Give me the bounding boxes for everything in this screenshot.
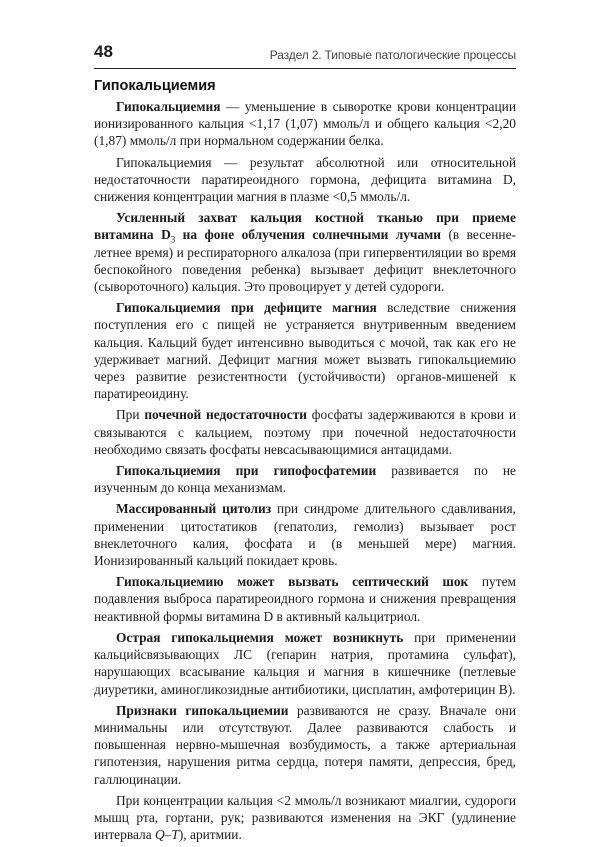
paragraph-ecg <box>94 792 516 844</box>
paragraph-renal <box>94 406 516 458</box>
running-header <box>94 40 516 69</box>
term-magnesium-deficit: Гипокальциемия при дефиците магния <box>116 300 377 316</box>
term-septic-shock: Гипокальциемию может вызвать септический шок <box>116 574 469 590</box>
paragraph-cytolysis <box>94 500 516 569</box>
paragraph-causes <box>94 154 516 206</box>
paragraph-text: развиваются не сразу. Вначале они минимальны или отсутствуют. Далее развиваются слабость и повышенная нервно-мышечная возбудимость, а также артериальная гипотензия, нарушения ритма сердца, потеря памяти, депрессия, бред, галлюцинации. <box>94 702 517 787</box>
paragraph-text: (в весенне-летнее время) и респираторного алкалоза (при гипервентиляции во время беспокойного поведения ребенка) вызывает дефицит внеклеточного (сывороточного) кальция. Это провоцирует у детей судороги. <box>94 227 516 295</box>
term-hypophosphatemia: Гипокальциемия при гипофосфатемии <box>116 463 377 479</box>
term-calcium-capture: Усиленный захват кальция костной тканью при приеме витамина D <box>94 210 516 243</box>
paragraph-acute <box>94 629 516 698</box>
paragraph-text: — уменьшение в сыворотке крови концентрации ионизированного кальция <1,17 (1,07) ммоль/л и общего кальция <2,20 (1,87) ммоль/л при нормальном содержании белка. <box>94 99 516 149</box>
term-signs: Признаки гипокальциемии <box>116 702 289 718</box>
paragraph-text: При концентрации кальция <2 ммоль/л возникают миалгии, судороги мышц рта, гортани, рук; развиваются изменения на ЭКГ (удлинение интервала <box>94 792 516 843</box>
paragraph-magnesium <box>94 299 516 402</box>
term-hypocalcemia: Гипокальциемия <box>116 99 221 114</box>
paragraph-septic-shock <box>94 573 516 625</box>
section-title: Раздел 2. Типовые патологические процессы <box>269 48 516 62</box>
paragraph-text: ), аритмии. <box>178 827 242 843</box>
paragraph-text: Гипокальциемия — результат абсолютной или относительной недостаточности паратиреоидного гормона, дефицита витамина D, снижения концентрации магния в плазме <0,5 ммоль/л. <box>94 154 516 205</box>
paragraph-text: При <box>116 407 145 423</box>
paragraph-text: фосфаты задерживаются в крови и связываются с кальцием, поэтому при почечной недостаточности необходимо связать фосфаты невсасывающимися антацидами. <box>94 407 516 457</box>
section-heading: Гипокальциемия <box>94 78 216 94</box>
paragraph-signs <box>94 702 516 788</box>
paragraph-text: развивается по не изученным до конца механизмам. <box>94 463 516 496</box>
paragraph-hypophosphatemia <box>94 462 516 496</box>
paragraph-vitamin-d <box>94 209 516 295</box>
paragraph-text: при синдроме длительного сдавливания, применении цитостатиков (гепатолиз, гемолиз) вызывает рост внеклеточного калия, фосфата и (в меньшей мере) магния. Ионизированный кальций покидает кровь. <box>94 501 516 569</box>
paragraph-definition <box>94 98 516 150</box>
term-qt-interval: Q–T <box>155 827 179 843</box>
paragraph-text: вследствие снижения поступления его с пищей не устраняется внутривенным введением кальция. Кальций будет интенсивно выводиться с мочой, так как его не удерживает магний. Дефицит магния может вызвать гипокальциемию через развитие резистентности (устойчивости) органов-мишеней к паратиреоидину. <box>94 300 516 402</box>
term-cytolysis: Массированный цитолиз <box>116 501 272 517</box>
term-acute-hypocalcemia: Острая гипокальциемия может возникнуть <box>116 629 404 645</box>
body-text <box>94 98 516 847</box>
page-number: 48 <box>94 42 113 61</box>
term-renal-failure: почечной недостаточности <box>144 407 307 423</box>
term-sunlight: на фоне облучения солнечными лучами <box>175 227 442 243</box>
paragraph-text: путем подавления выброса паратиреоидного гормона и снижения превращения неактивной формы витамина D в активный кальцитриол. <box>94 574 516 624</box>
subscript: 3 <box>170 235 176 246</box>
paragraph-text: при применении кальцийсвязывающих ЛС (гепарин натрия, протамина сульфат), нарушающих всасывание кальция и магния в кишечнике (петлевые диуретики, аминогликозидные антибиотики, цисплатин, амфотерицин B). <box>94 629 516 697</box>
